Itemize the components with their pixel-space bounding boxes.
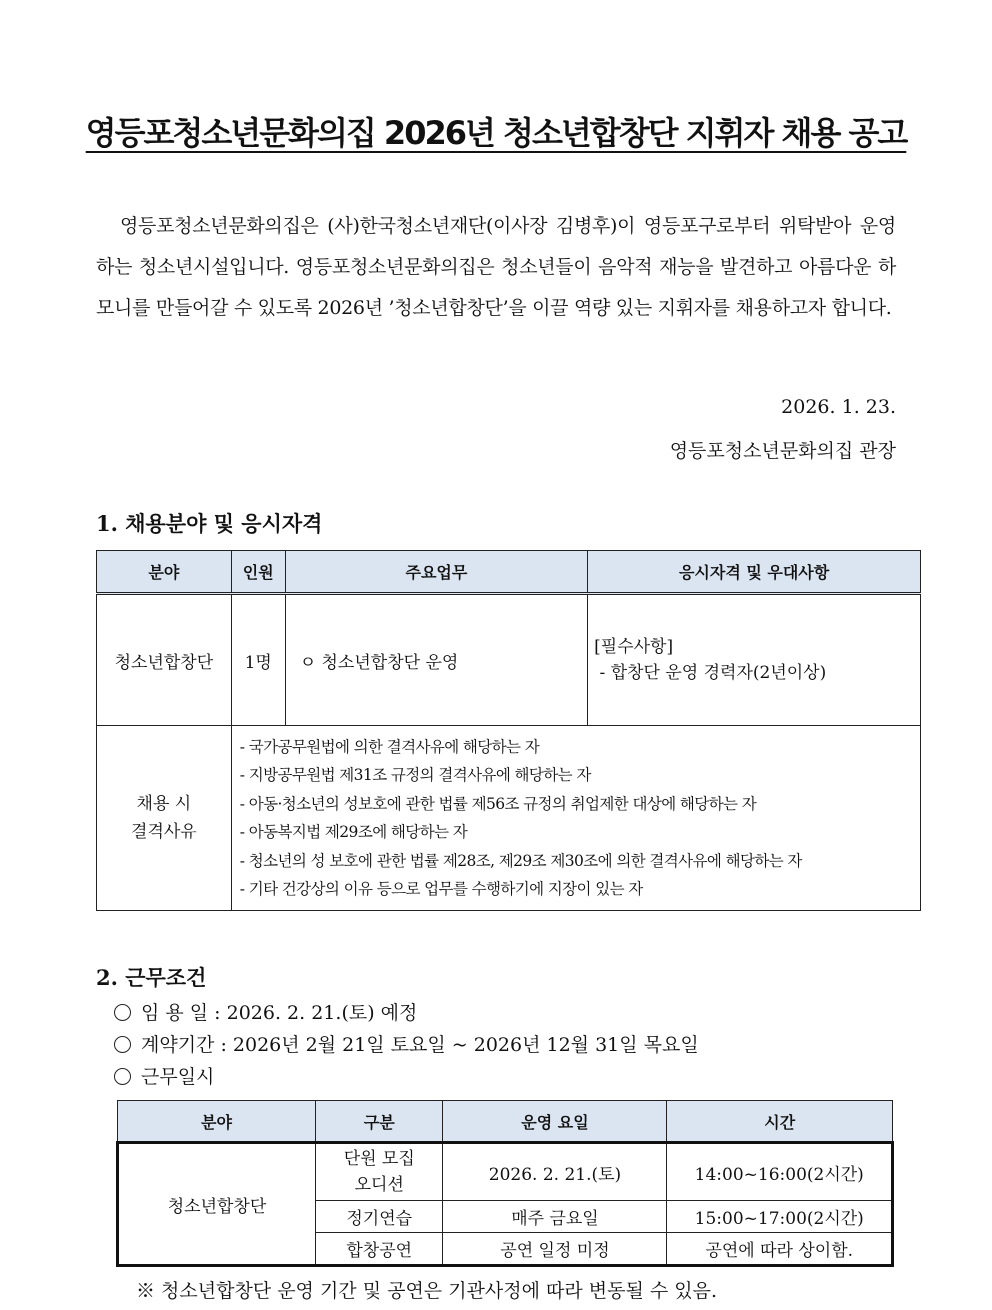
disqualification-label	[97, 726, 232, 911]
condition-work-schedule	[114, 1062, 214, 1089]
list-item: - 아동·청소년의 성보호에 관한 법률 제56조 규정의 취업제한 대상에 해당하는 자	[239, 794, 757, 813]
list-item: - 아동복지법 제29조에 해당하는 자	[239, 823, 468, 841]
field-cell: 청소년합창단	[97, 594, 232, 726]
circle-bullet-icon	[114, 1036, 131, 1053]
recruitment-row	[97, 594, 921, 726]
requirements-cell	[588, 594, 921, 726]
time-cell: 15:00~17:00(2시간)	[667, 1201, 893, 1233]
type-cell: 합창공연	[316, 1233, 443, 1266]
list-item: - 지방공무원법 제31조 규정의 결격사유에 해당하는 자	[239, 766, 591, 784]
header-count: 인원	[231, 551, 285, 594]
page-title: 영등포청소년문화의집 2026년 청소년합창단 지휘자 채용 공고	[85, 114, 907, 152]
disqualification-list	[232, 727, 920, 910]
circle-bullet-icon	[114, 1004, 131, 1021]
condition-start-date	[114, 998, 417, 1025]
count-cell: 1명	[231, 594, 285, 726]
time-cell: 14:00~16:00(2시간)	[667, 1143, 893, 1201]
section2-heading: 2. 근무조건	[96, 965, 207, 990]
condition-text: 계약기간 : 2026년 2월 21일 토요일 ~ 2026년 12월 31일 목요일	[141, 1034, 699, 1056]
list-item: - 국가공무원법에 의한 결격사유에 해당하는 자	[239, 737, 540, 756]
disqualification-label-line1: 채용 시	[136, 794, 192, 814]
day-cell: 매주 금요일	[443, 1201, 667, 1233]
time-cell: 공연에 따라 상이함.	[667, 1233, 893, 1266]
header-field: 분야	[97, 551, 232, 594]
disqualification-label-line2: 결격사유	[131, 822, 197, 842]
disqualification-list-cell	[231, 726, 920, 911]
header-field: 분야	[118, 1101, 316, 1143]
header-duty: 주요업무	[285, 551, 587, 594]
duty-cell: ㅇ 청소년합창단 운영	[285, 594, 587, 726]
issuer: 영등포청소년문화의집 관장	[669, 440, 896, 462]
schedule-field-cell: 청소년합창단	[118, 1143, 316, 1266]
header-type: 구분	[316, 1101, 443, 1143]
circle-bullet-icon	[114, 1068, 131, 1085]
intro-paragraph: 영등포청소년문화의집은 (사)한국청소년재단(이사장 김병후)이 영등포구로부터 위탁받아 운영하는 청소년시설입니다. 영등포청소년문화의집은 청소년들이 음악적 재능을 발견하고 아름다운 하모니를 만들어갈 수 있도록 2026년 ’청소년합창단’을 이끌 역량 있는 지휘자를 채용하고자 합니다.	[96, 215, 896, 319]
recruitment-header-row	[97, 551, 921, 594]
type-line2: 오디션	[354, 1175, 404, 1195]
condition-contract-period	[114, 1030, 699, 1057]
section1-heading: 1. 채용분야 및 응시자격	[96, 511, 323, 536]
header-requirements: 응시자격 및 우대사항	[588, 551, 921, 594]
schedule-table	[116, 1100, 894, 1267]
requirements-item: - 합창단 운영 경력자(2년이상)	[594, 663, 827, 683]
list-item: - 기타 건강상의 이유 등으로 업무를 수행하기에 지장이 있는 자	[239, 880, 643, 898]
header-day: 운영 요일	[443, 1101, 667, 1143]
footnote: ※ 청소년합창단 운영 기간 및 공연은 기관사정에 따라 변동될 수 있음.	[136, 1280, 717, 1302]
header-time: 시간	[667, 1101, 893, 1143]
list-item: - 청소년의 성 보호에 관한 법률 제28조, 제29조 제30조에 의한 결격사유에 해당하는 자	[239, 851, 802, 870]
table-row	[118, 1143, 893, 1201]
day-cell: 2026. 2. 21.(토)	[443, 1143, 667, 1201]
type-cell: 정기연습	[316, 1201, 443, 1233]
requirements-title: [필수사항]	[594, 637, 674, 657]
type-cell	[316, 1143, 443, 1201]
notice-date: 2026. 1. 23.	[781, 396, 896, 418]
type-line1: 단원 모집	[343, 1149, 415, 1169]
recruitment-table	[96, 550, 921, 911]
day-cell: 공연 일정 미정	[443, 1233, 667, 1266]
condition-text: 임 용 일 : 2026. 2. 21.(토) 예정	[141, 1002, 418, 1024]
disqualification-row	[97, 726, 921, 911]
condition-text: 근무일시	[141, 1066, 215, 1088]
schedule-header-row	[118, 1101, 893, 1143]
